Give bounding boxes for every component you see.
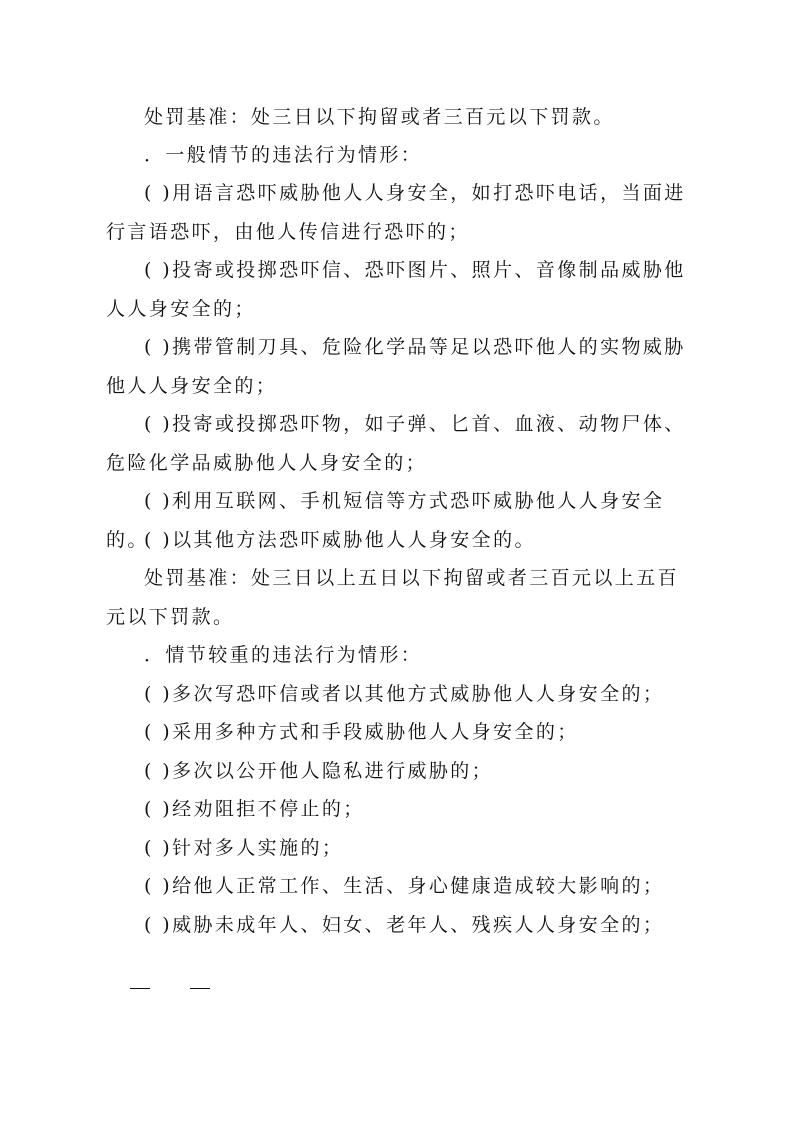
page-footer	[130, 968, 210, 1008]
paragraph-item-weapons: ( )携带管制刀具、危险化学品等足以恐吓他人的实物威胁他人人身安全的；	[106, 336, 686, 397]
paragraph-item-privacy: ( )多次以公开他人隐私进行威胁的；	[144, 760, 494, 782]
paragraph-penalty-basis-1: 处罚基准：处三日以下拘留或者三百元以下罚款。	[144, 106, 615, 128]
paragraph-item-internet-sms: ( )利用互联网、手机短信等方式恐吓威胁他人人身安全的。	[106, 490, 665, 551]
footer-right-dash	[190, 988, 210, 989]
paragraph-penalty-basis-2: 处罚基准：处三日以上五日以下拘留或者三百元以上五百元以下罚款。	[106, 567, 680, 628]
paragraph-item-multiple-persons: ( )针对多人实施的；	[144, 837, 344, 859]
paragraph-serious-circumstances-heading: ．情节较重的违法行为情形：	[144, 644, 423, 666]
paragraph-item-major-impact: ( )给他人正常工作、生活、身心健康造成较大影响的；	[144, 875, 665, 897]
paragraph-item-verbal-threat: ( )用语言恐吓威胁他人人身安全，如打恐吓电话，当面进行言语恐吓，由他人传信进行恐吓的；	[106, 182, 686, 243]
paragraph-item-refuse-stop: ( )经劝阻拒不停止的；	[144, 798, 365, 820]
paragraph-item-repeated-letters: ( )多次写恐吓信或者以其他方式威胁他人人身安全的；	[144, 683, 665, 705]
paragraph-general-circumstances-heading: ．一般情节的违法行为情形：	[144, 144, 423, 166]
paragraph-item-other-methods: ( )以其他方法恐吓威胁他人人身安全的。	[144, 529, 536, 551]
paragraph-item-threat-letters: ( )投寄或投掷恐吓信、恐吓图片、照片、音像制品威胁他人人身安全的；	[106, 259, 686, 320]
footer-left-dash	[130, 988, 150, 989]
paragraph-item-vulnerable-persons: ( )威胁未成年人、妇女、老年人、残疾人人身安全的；	[144, 914, 665, 936]
paragraph-item-multiple-means: ( )采用多种方式和手段威胁他人人身安全的；	[144, 721, 579, 743]
paragraph-item-threat-objects: ( )投寄或投掷恐吓物，如子弹、匕首、血液、动物尸体、危险化学品威胁他人人身安全的；	[106, 413, 686, 474]
